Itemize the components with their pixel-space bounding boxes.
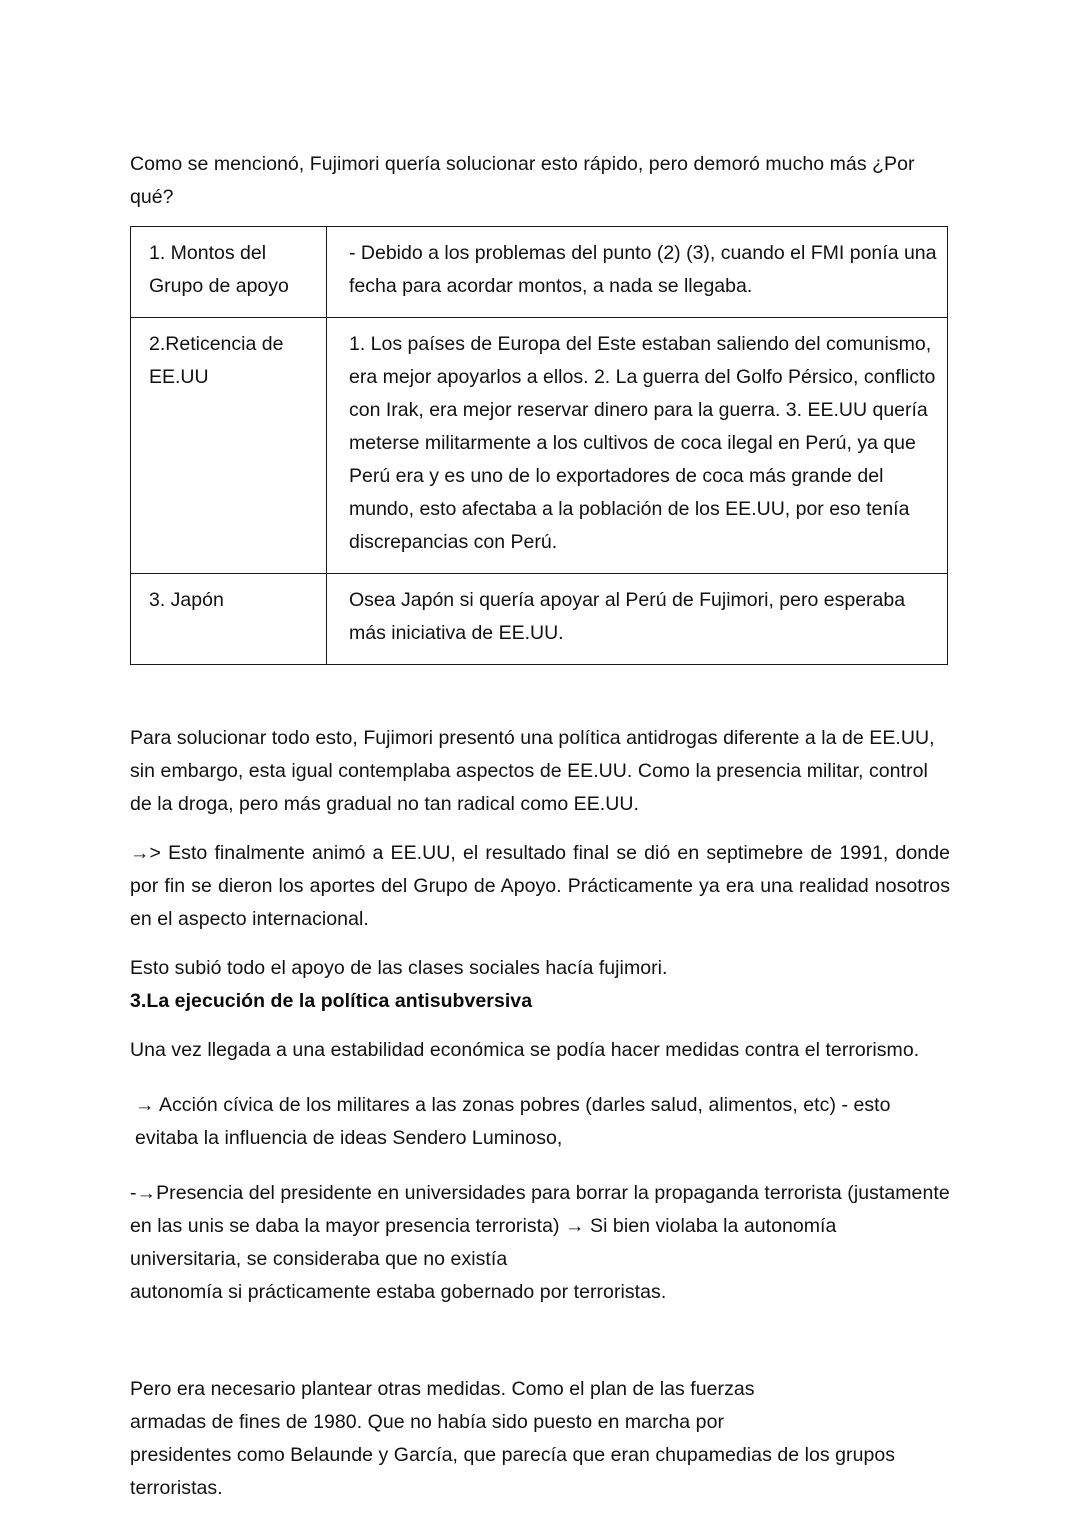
table-cell-label: 1. Montos del Grupo de apoyo — [131, 227, 327, 318]
universities-paragraph-part1: -→Presencia del presidente en universidades para borrar la propaganda terrorista (justamente en las unis se daba la mayor presencia terrorista) → Si bien violaba la autonomía universitaria, se consideraba que no existía — [130, 1182, 950, 1270]
table-row — [131, 318, 948, 574]
document-content — [130, 148, 950, 1505]
other-measures-line2: armadas de fines de 1980. Que no había sido puesto en marcha por — [130, 1411, 725, 1433]
table-cell-label: 3. Japón — [131, 574, 327, 665]
civic-action-paragraph: → Acción cívica de los militares a las zonas pobres (darles salud, alimentos, etc) - esto evitaba la influencia de ideas Sendero Luminoso, — [135, 1094, 891, 1149]
reasons-table — [130, 226, 948, 665]
table-row — [131, 227, 948, 318]
reasons-table-body — [131, 227, 948, 665]
result-paragraph: →> Esto finalmente animó a EE.UU, el resultado final se dió en septimebre de 1991, donde por fin se dieron los aportes del Grupo de Apoyo. Prácticamente ya era una realidad nosotros en el aspecto internacional. — [130, 842, 950, 930]
other-measures-line1: Pero era necesario plantear otras medidas. Como el plan de las fuerzas — [130, 1378, 755, 1400]
support-paragraph: Esto subió todo el apoyo de las clases sociales hacía fujimori. — [130, 957, 668, 979]
section-heading-3: 3.La ejecución de la política antisubversiva — [130, 990, 533, 1012]
table-cell-body: - Debido a los problemas del punto (2) (3), cuando el FMI ponía una fecha para acordar montos, a nada se llegaba. — [327, 227, 948, 318]
table-cell-body: 1. Los países de Europa del Este estaban saliendo del comunismo, era mejor apoyarlos a ellos. 2. La guerra del Golfo Pérsico, conflicto con Irak, era mejor reservar dinero para la guerra. 3. EE.UU quería meterse militarmente a los cultivos de coca ilegal en Perú, ya que Perú era y es uno de lo exportadores de coca más grande del mundo, esto afectaba a la población de los EE.UU, por eso tenía discrepancias con Perú. — [327, 318, 948, 574]
universities-paragraph-part2: autonomía si prácticamente estaba gobernado por terroristas. — [130, 1281, 667, 1303]
table-row — [131, 574, 948, 665]
other-measures-line4: terroristas. — [130, 1477, 223, 1499]
table-spacer — [130, 665, 950, 722]
policy-paragraph: Para solucionar todo esto, Fujimori presentó una política antidrogas diferente a la de EE.UU, sin embargo, esta igual contemplaba aspectos de EE.UU. Como la presencia militar, control de la droga, pero más gradual no tan radical como EE.UU. — [130, 727, 935, 815]
intro-paragraph: Como se mencionó, Fujimori quería solucionar esto rápido, pero demoró mucho más ¿Por qué? — [130, 153, 915, 208]
table-cell-label: 2.Reticencia de EE.UU — [131, 318, 327, 574]
table-cell-body: Osea Japón si quería apoyar al Perú de Fujimori, pero esperaba más iniciativa de EE.UU. — [327, 574, 948, 665]
stability-paragraph: Una vez llegada a una estabilidad económica se podía hacer medidas contra el terrorismo. — [130, 1039, 920, 1061]
other-measures-line3: presidentes como Belaunde y García, que parecía que eran chupamedias de los grupos — [130, 1444, 896, 1466]
